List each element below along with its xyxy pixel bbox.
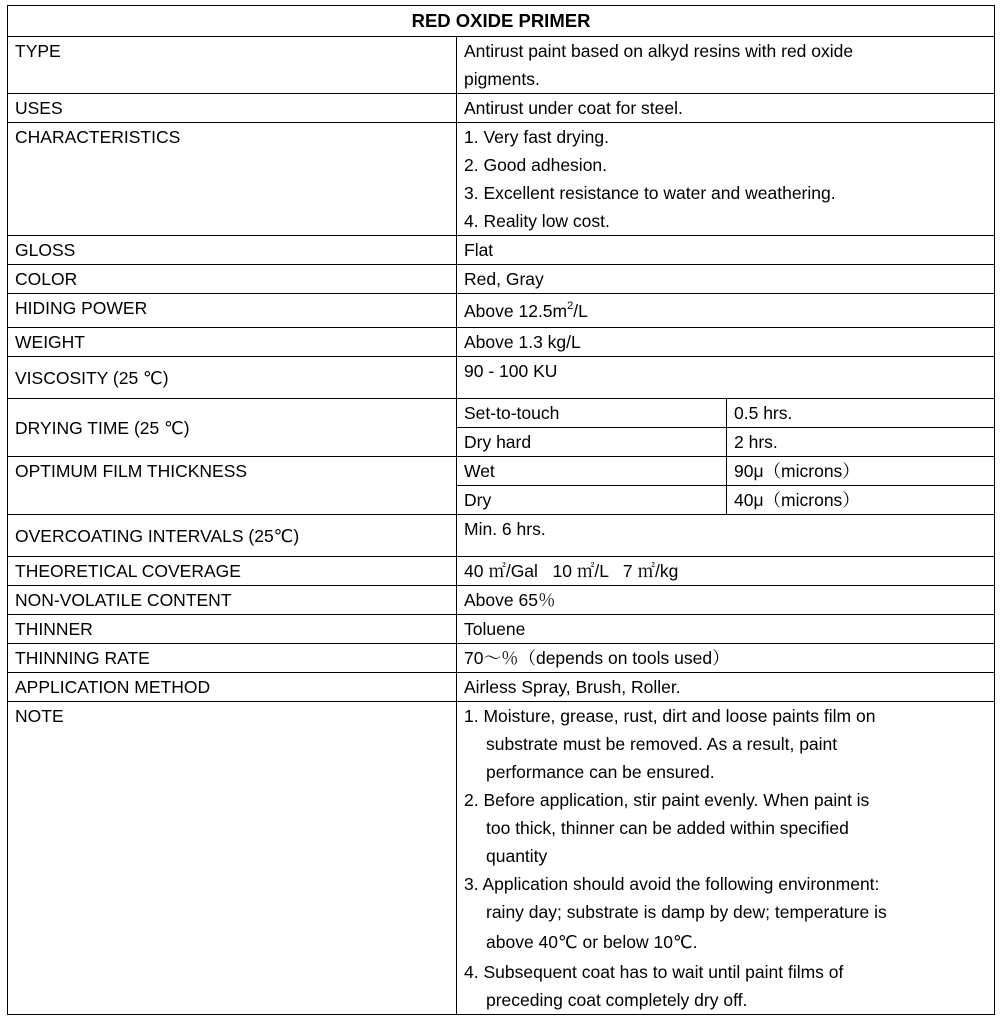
row-film-thickness-1 xyxy=(8,457,995,486)
film-sub-name: Wet xyxy=(457,457,727,486)
row-thinning-rate xyxy=(8,644,995,673)
value-viscosity: 90 - 100 KU xyxy=(457,357,995,399)
value-coverage: 40 ㎡/Gal 10 ㎡/L 7 ㎡/kg xyxy=(457,557,995,586)
row-non-volatile xyxy=(8,586,995,615)
row-thinner xyxy=(8,615,995,644)
label-type: TYPE xyxy=(8,37,457,94)
value-overcoating: Min. 6 hrs. xyxy=(457,515,995,557)
drying-sub-name: Dry hard xyxy=(457,428,727,457)
row-weight xyxy=(8,328,995,357)
drying-sub-name: Set-to-touch xyxy=(457,399,727,428)
label-hiding-power: HIDING POWER xyxy=(8,294,457,328)
list-item: 1. Very fast drying. xyxy=(464,127,609,147)
label-color: COLOR xyxy=(8,265,457,294)
hiding-power-prefix: Above 12.5m xyxy=(464,300,568,321)
label-weight: WEIGHT xyxy=(8,328,457,357)
film-sub-value: 90μ（microns） xyxy=(727,457,995,486)
row-hiding-power xyxy=(8,294,995,328)
note-item-1-line1: 1. Moisture, grease, rust, dirt and loose paints film on xyxy=(464,706,876,726)
label-gloss: GLOSS xyxy=(8,236,457,265)
note-item-1-line2: substrate must be removed. As a result, paint xyxy=(486,734,838,754)
value-note xyxy=(457,702,995,1015)
value-gloss: Flat xyxy=(457,236,995,265)
note-item-1-line3: performance can be ensured. xyxy=(486,762,715,782)
label-thinning-rate: THINNING RATE xyxy=(8,644,457,673)
film-sub-value: 40μ（microns） xyxy=(727,486,995,515)
hiding-power-suffix: /L xyxy=(573,300,588,321)
note-item-3-line1: 3. Application should avoid the following environment: xyxy=(464,874,880,894)
title-row xyxy=(8,6,995,37)
value-uses: Antirust under coat for steel. xyxy=(457,94,995,123)
value-weight: Above 1.3 kg/L xyxy=(457,328,995,357)
label-overcoating: OVERCOATING INTERVALS (25℃) xyxy=(8,515,457,557)
label-uses: USES xyxy=(8,94,457,123)
row-gloss xyxy=(8,236,995,265)
note-item-2-line3: quantity xyxy=(486,846,548,866)
label-drying-time: DRYING TIME (25 ℃) xyxy=(8,399,457,457)
note-item-2-line1: 2. Before application, stir paint evenly. When paint is xyxy=(464,790,870,810)
drying-sub-value: 0.5 hrs. xyxy=(727,399,995,428)
datasheet xyxy=(7,5,994,1015)
value-thinning-rate: 70～％（depends on tools used） xyxy=(457,644,995,673)
note-item-4-line1: 4. Subsequent coat has to wait until paint films of xyxy=(464,962,844,982)
value-application: Airless Spray, Brush, Roller. xyxy=(457,673,995,702)
table-title: RED OXIDE PRIMER xyxy=(8,6,995,37)
label-characteristics: CHARACTERISTICS xyxy=(8,123,457,236)
note-item-3-line2: rainy day; substrate is damp by dew; temperature is xyxy=(486,902,887,922)
value-type xyxy=(457,37,995,94)
row-uses xyxy=(8,94,995,123)
row-coverage xyxy=(8,557,995,586)
row-characteristics xyxy=(8,123,995,236)
label-non-volatile: NON-VOLATILE CONTENT xyxy=(8,586,457,615)
row-overcoating xyxy=(8,515,995,557)
label-film-thickness: OPTIMUM FILM THICKNESS xyxy=(8,457,457,515)
label-coverage: THEORETICAL COVERAGE xyxy=(8,557,457,586)
note-item-3-line3: above 40℃ or below 10℃. xyxy=(486,932,698,952)
row-type xyxy=(8,37,995,94)
note-item-4-line2: preceding coat completely dry off. xyxy=(486,990,748,1010)
row-color xyxy=(8,265,995,294)
row-application xyxy=(8,673,995,702)
row-viscosity xyxy=(8,357,995,399)
value-characteristics xyxy=(457,123,995,236)
label-thinner: THINNER xyxy=(8,615,457,644)
value-thinner: Toluene xyxy=(457,615,995,644)
product-spec-table xyxy=(7,5,995,1015)
value-type-line2: pigments. xyxy=(464,69,540,89)
value-type-line1: Antirust paint based on alkyd resins with red oxide xyxy=(464,41,854,61)
row-note xyxy=(8,702,995,1015)
label-viscosity: VISCOSITY (25 ℃) xyxy=(8,357,457,399)
list-item: 2. Good adhesion. xyxy=(464,155,608,175)
row-drying-time-1 xyxy=(8,399,995,428)
list-item: 3. Excellent resistance to water and weathering. xyxy=(464,183,836,203)
list-item: 4. Reality low cost. xyxy=(464,211,610,231)
film-sub-name: Dry xyxy=(457,486,727,515)
value-hiding-power xyxy=(457,294,995,328)
value-non-volatile: Above 65％ xyxy=(457,586,995,615)
label-application: APPLICATION METHOD xyxy=(8,673,457,702)
hiding-power-sup: 2 xyxy=(567,299,574,312)
note-item-2-line2: too thick, thinner can be added within specified xyxy=(486,818,849,838)
value-color: Red, Gray xyxy=(457,265,995,294)
drying-sub-value: 2 hrs. xyxy=(727,428,995,457)
label-note: NOTE xyxy=(8,702,457,1015)
